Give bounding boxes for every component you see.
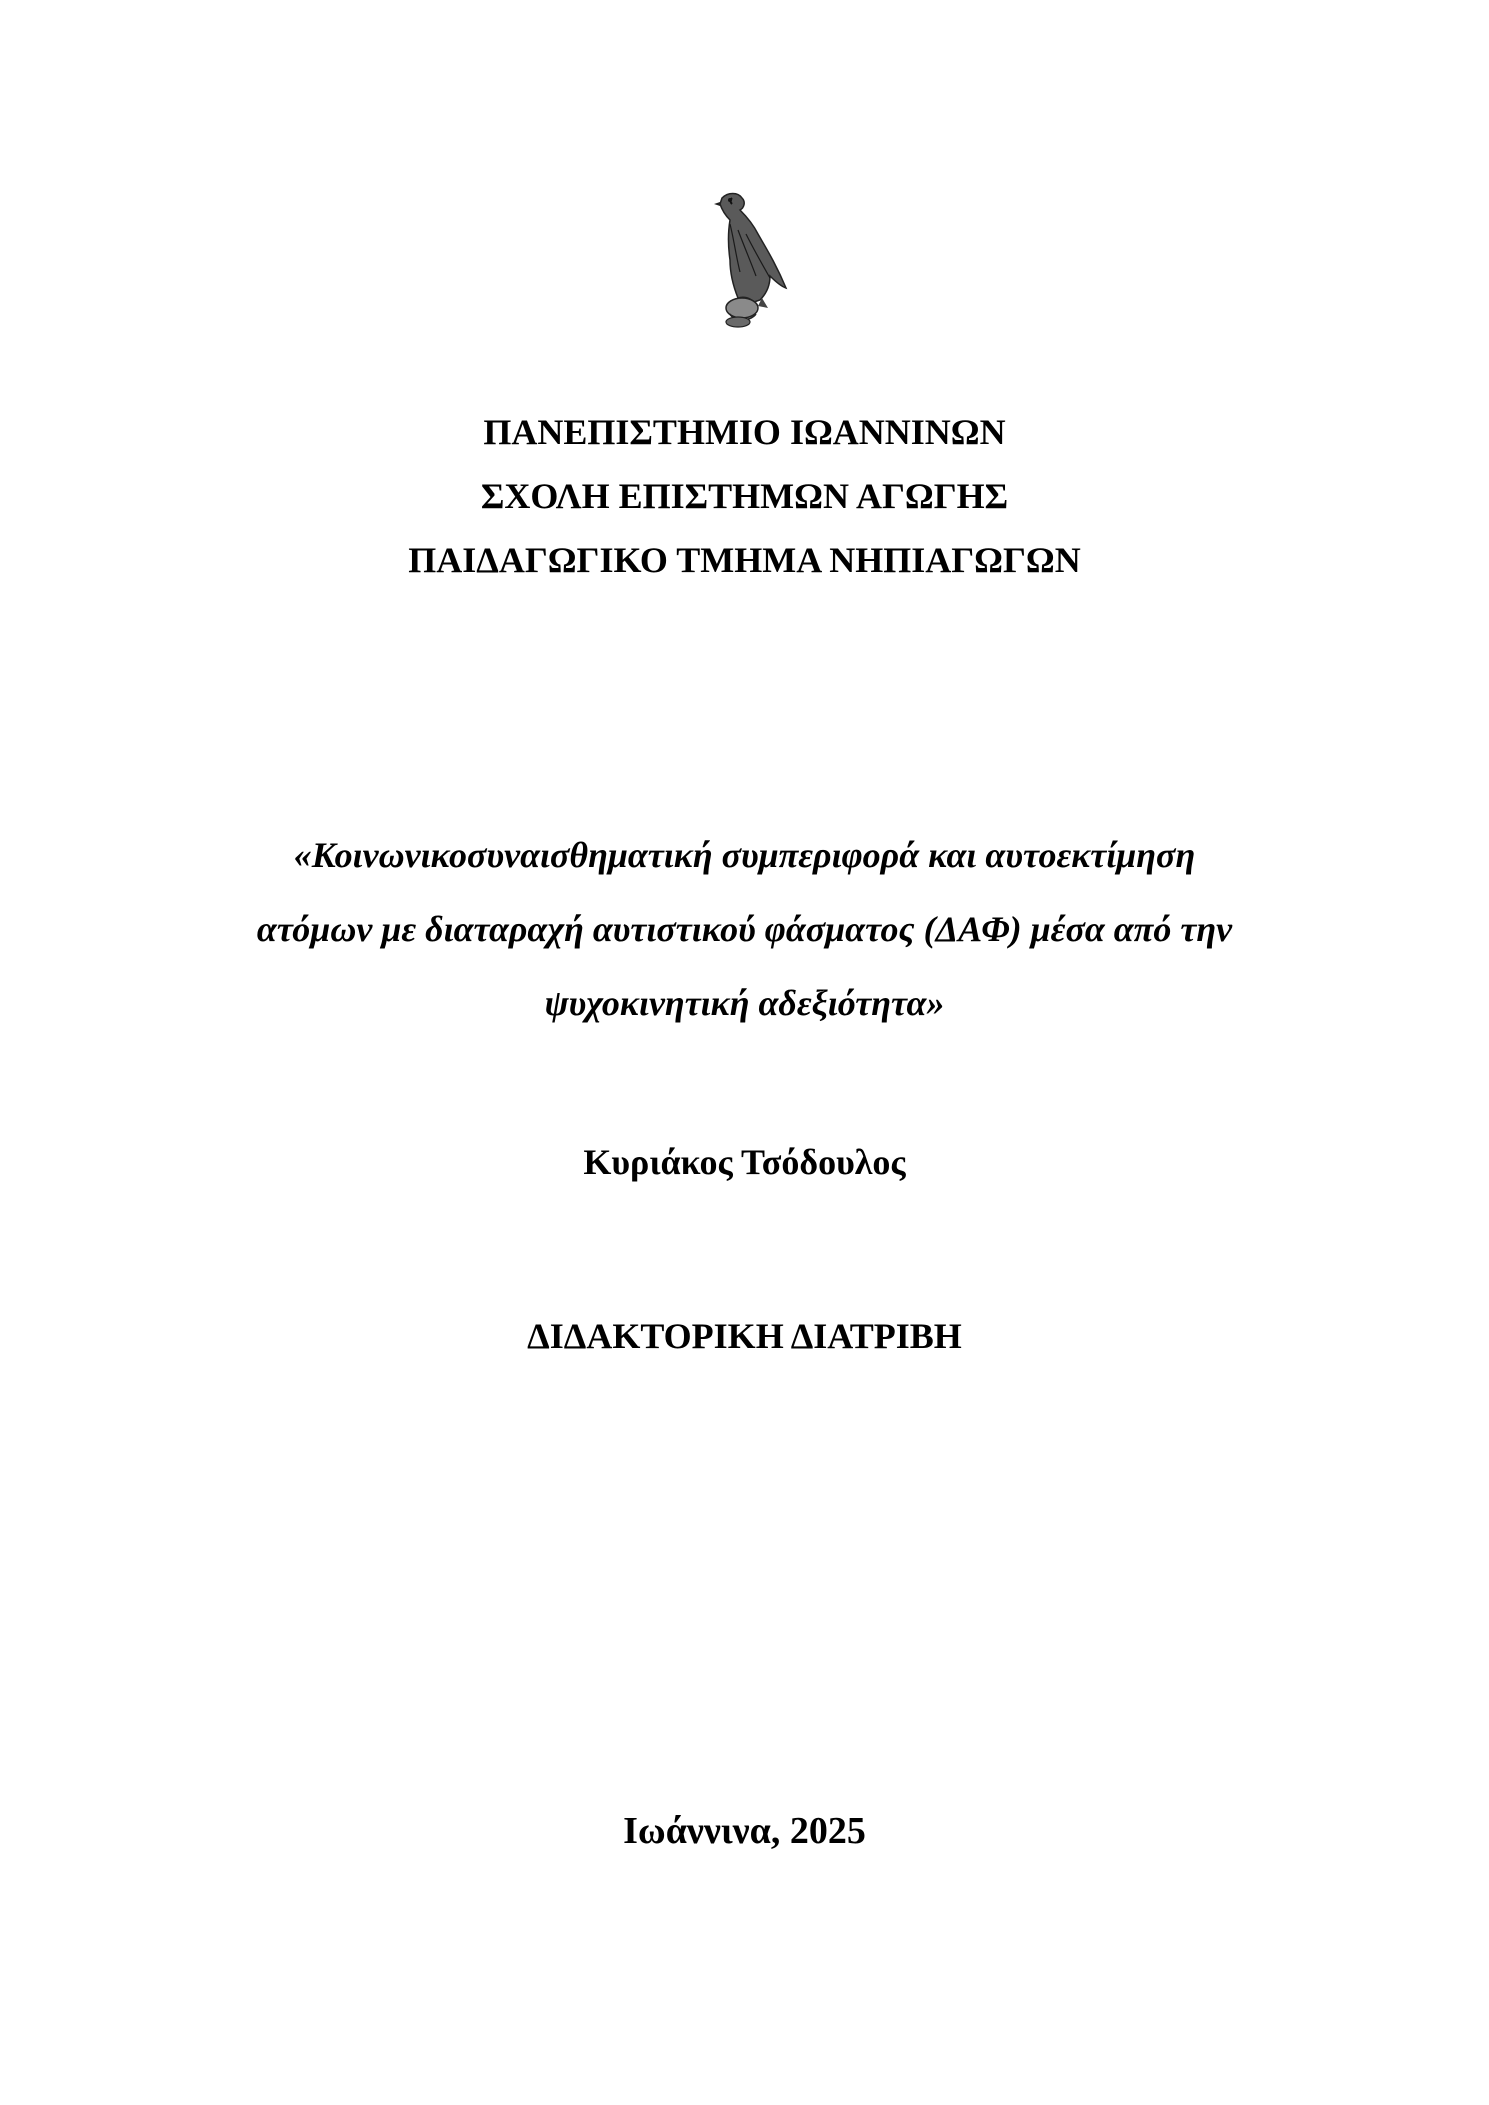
author-name: Κυριάκος Τσόδουλος xyxy=(583,1142,906,1182)
place-and-year: Ιωάννινα, 2025 xyxy=(623,1810,866,1852)
thesis-title xyxy=(0,818,1489,1040)
document-type: ΔΙΔΑΚΤΟΡΙΚΗ ΔΙΑΤΡΙΒΗ xyxy=(527,1316,962,1356)
department-name: ΠΑΙΔΑΓΩΓΙΚΟ ΤΜΗΜΑ ΝΗΠΙΑΓΩΓΩΝ xyxy=(408,540,1081,580)
thesis-title-line-2: ατόμων με διαταραχή αυτιστικού φάσματος (ΔΑΦ) μέσα από την xyxy=(256,909,1233,949)
school-name: ΣΧΟΛΗ ΕΠΙΣΤΗΜΩΝ ΑΓΩΓΗΣ xyxy=(480,476,1009,516)
owl-emblem-icon xyxy=(700,190,795,330)
institution-header xyxy=(0,400,1489,592)
thesis-title-line-1: «Κοινωνικοσυναισθηματική συμπεριφορά και αυτοεκτίμηση xyxy=(293,835,1196,875)
university-name: ΠΑΝΕΠΙΣΤΗΜΙΟ ΙΩΑΝΝΙΝΩΝ xyxy=(483,412,1006,452)
thesis-title-line-3: ψυχοκινητική αδεξιότητα» xyxy=(544,983,945,1023)
